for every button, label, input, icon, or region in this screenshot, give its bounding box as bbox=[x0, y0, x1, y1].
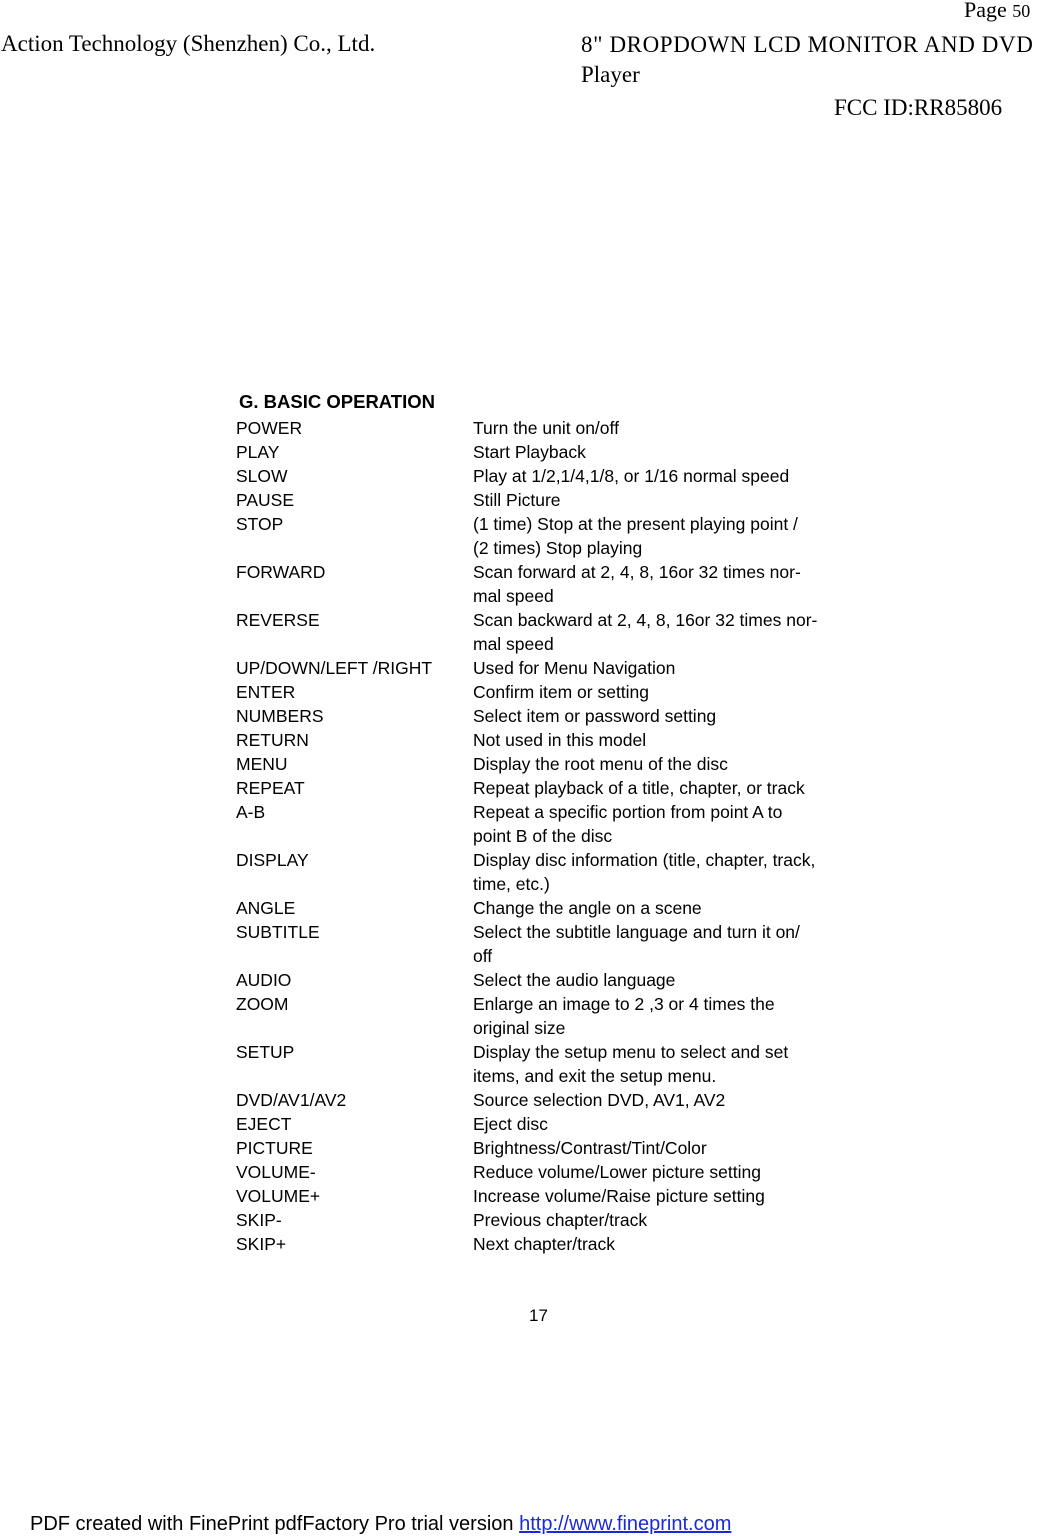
operation-key: FORWARD bbox=[236, 562, 326, 582]
operation-row bbox=[236, 1160, 856, 1184]
operation-description-line: original size bbox=[473, 1018, 566, 1038]
operation-row bbox=[236, 728, 856, 752]
operation-description-line: Turn the unit on/off bbox=[473, 418, 619, 438]
operation-description-line: Still Picture bbox=[473, 490, 561, 510]
operation-row bbox=[236, 848, 856, 896]
operation-description-line: (1 time) Stop at the present playing point / bbox=[473, 514, 798, 534]
operation-key: REVERSE bbox=[236, 610, 320, 630]
operation-key: AUDIO bbox=[236, 970, 292, 990]
operation-description bbox=[473, 776, 851, 800]
operation-description-line: Scan backward at 2, 4, 8, 16or 32 times nor- bbox=[473, 610, 818, 630]
operation-description bbox=[473, 968, 851, 992]
operation-description-line: Increase volume/Raise picture setting bbox=[473, 1186, 765, 1206]
operation-description bbox=[473, 488, 851, 512]
operation-description bbox=[473, 704, 851, 728]
operation-row bbox=[236, 464, 856, 488]
operation-description bbox=[473, 1208, 851, 1232]
operation-key: ZOOM bbox=[236, 994, 289, 1014]
operation-description-line: Reduce volume/Lower picture setting bbox=[473, 1162, 761, 1182]
operation-description bbox=[473, 1184, 851, 1208]
operation-description bbox=[473, 1160, 851, 1184]
operation-description bbox=[473, 440, 851, 464]
operation-description bbox=[473, 920, 851, 968]
page-label: Page bbox=[964, 0, 1007, 22]
operation-description-line: Repeat a specific portion from point A to bbox=[473, 802, 783, 822]
operation-description bbox=[473, 800, 851, 848]
operation-key: ENTER bbox=[236, 682, 296, 702]
operation-row bbox=[236, 1208, 856, 1232]
operation-description-line: Start Playback bbox=[473, 442, 586, 462]
operations-list bbox=[236, 416, 856, 1256]
operation-description-line: Not used in this model bbox=[473, 730, 647, 750]
operation-description bbox=[473, 512, 851, 560]
operation-row bbox=[236, 488, 856, 512]
operation-key: VOLUME+ bbox=[236, 1186, 321, 1206]
product-title-line1: 8" DROPDOWN LCD MONITOR AND DVD bbox=[581, 32, 1034, 57]
operation-row bbox=[236, 1136, 856, 1160]
operation-key: SLOW bbox=[236, 466, 288, 486]
operation-description-line: off bbox=[473, 946, 493, 966]
operation-description-line: Scan forward at 2, 4, 8, 16or 32 times nor- bbox=[473, 562, 801, 582]
operation-key: PICTURE bbox=[236, 1138, 313, 1158]
operation-description bbox=[473, 1088, 851, 1112]
operation-description bbox=[473, 416, 851, 440]
operation-description-line: Select the subtitle language and turn it on/ bbox=[473, 922, 800, 942]
operation-row bbox=[236, 896, 856, 920]
operation-description bbox=[473, 896, 851, 920]
fcc-id: FCC ID:RR85806 bbox=[834, 95, 1003, 120]
page-indicator bbox=[964, 0, 1030, 21]
operation-key: VOLUME- bbox=[236, 1162, 316, 1182]
operation-row bbox=[236, 800, 856, 848]
operation-description bbox=[473, 1040, 851, 1088]
operation-description bbox=[473, 752, 851, 776]
operation-key: DISPLAY bbox=[236, 850, 309, 870]
operation-description bbox=[473, 728, 851, 752]
pdf-footer-banner bbox=[30, 1512, 731, 1536]
operation-description bbox=[473, 1136, 851, 1160]
operation-description-line: items, and exit the setup menu. bbox=[473, 1066, 717, 1086]
operation-description-line: Select the audio language bbox=[473, 970, 676, 990]
operation-row bbox=[236, 440, 856, 464]
product-title-line2: Player bbox=[581, 62, 640, 87]
operation-key: NUMBERS bbox=[236, 706, 324, 726]
operation-description bbox=[473, 464, 851, 488]
operation-description-line: (2 times) Stop playing bbox=[473, 538, 643, 558]
operation-key: DVD/AV1/AV2 bbox=[236, 1090, 347, 1110]
section-title: G. BASIC OPERATION bbox=[239, 391, 435, 412]
operation-row bbox=[236, 512, 856, 560]
operation-key: STOP bbox=[236, 514, 284, 534]
operation-description-line: Display the setup menu to select and set bbox=[473, 1042, 789, 1062]
operation-row bbox=[236, 416, 856, 440]
operation-row bbox=[236, 1184, 856, 1208]
product-title bbox=[581, 30, 1062, 90]
operation-key: PLAY bbox=[236, 442, 280, 462]
operation-row bbox=[236, 992, 856, 1040]
operation-description-line: time, etc.) bbox=[473, 874, 550, 894]
operation-row bbox=[236, 1232, 856, 1256]
operation-description bbox=[473, 1112, 851, 1136]
pdf-footer-text: PDF created with FinePrint pdfFactory Pro trial version bbox=[30, 1513, 514, 1535]
operation-description bbox=[473, 992, 851, 1040]
operation-description-line: Next chapter/track bbox=[473, 1234, 615, 1254]
operation-description-line: Eject disc bbox=[473, 1114, 548, 1134]
operation-row bbox=[236, 752, 856, 776]
operation-description-line: Brightness/Contrast/Tint/Color bbox=[473, 1138, 707, 1158]
operation-description-line: Used for Menu Navigation bbox=[473, 658, 676, 678]
operation-key: MENU bbox=[236, 754, 288, 774]
company-name: Action Technology (Shenzhen) Co., Ltd. bbox=[1, 31, 376, 56]
operation-key: SUBTITLE bbox=[236, 922, 320, 942]
operation-row bbox=[236, 656, 856, 680]
operation-description-line: Enlarge an image to 2 ,3 or 4 times the bbox=[473, 994, 775, 1014]
operation-description bbox=[473, 1232, 851, 1256]
operation-row bbox=[236, 608, 856, 656]
operation-description-line: Repeat playback of a title, chapter, or track bbox=[473, 778, 805, 798]
operation-description-line: Play at 1/2,1/4,1/8, or 1/16 normal speed bbox=[473, 466, 790, 486]
operation-key: SKIP- bbox=[236, 1210, 282, 1230]
operation-description-line: mal speed bbox=[473, 634, 554, 654]
operation-key: REPEAT bbox=[236, 778, 305, 798]
operation-key: SETUP bbox=[236, 1042, 295, 1062]
operation-description-line: point B of the disc bbox=[473, 826, 613, 846]
operation-description-line: Change the angle on a scene bbox=[473, 898, 702, 918]
operation-row bbox=[236, 680, 856, 704]
manual-page-number: 17 bbox=[529, 1306, 548, 1325]
operation-description-line: mal speed bbox=[473, 586, 554, 606]
operation-row bbox=[236, 1112, 856, 1136]
operation-key: RETURN bbox=[236, 730, 309, 750]
operation-row bbox=[236, 1088, 856, 1112]
operation-key: EJECT bbox=[236, 1114, 292, 1134]
operation-description bbox=[473, 656, 851, 680]
operation-description-line: Confirm item or setting bbox=[473, 682, 650, 702]
fineprint-link[interactable]: http://www.fineprint.com bbox=[519, 1513, 732, 1535]
operation-description bbox=[473, 680, 851, 704]
operation-description-line: Display disc information (title, chapter, track, bbox=[473, 850, 816, 870]
operation-description-line: Select item or password setting bbox=[473, 706, 717, 726]
operation-description-line: Source selection DVD, AV1, AV2 bbox=[473, 1090, 726, 1110]
operation-key: POWER bbox=[236, 418, 303, 438]
operation-key: ANGLE bbox=[236, 898, 296, 918]
page-number: 50 bbox=[1012, 1, 1031, 21]
operation-row bbox=[236, 560, 856, 608]
operation-row bbox=[236, 704, 856, 728]
operation-description-line: Display the root menu of the disc bbox=[473, 754, 728, 774]
operation-row bbox=[236, 776, 856, 800]
operation-key: SKIP+ bbox=[236, 1234, 287, 1254]
operation-row bbox=[236, 968, 856, 992]
operation-description bbox=[473, 848, 851, 896]
operation-key: A-B bbox=[236, 802, 266, 822]
operation-description-line: Previous chapter/track bbox=[473, 1210, 648, 1230]
operation-row bbox=[236, 920, 856, 968]
operation-key: PAUSE bbox=[236, 490, 295, 510]
operation-row bbox=[236, 1040, 856, 1088]
operation-key: UP/DOWN/LEFT /RIGHT bbox=[236, 658, 433, 678]
operation-description bbox=[473, 560, 851, 608]
operation-description bbox=[473, 608, 851, 656]
